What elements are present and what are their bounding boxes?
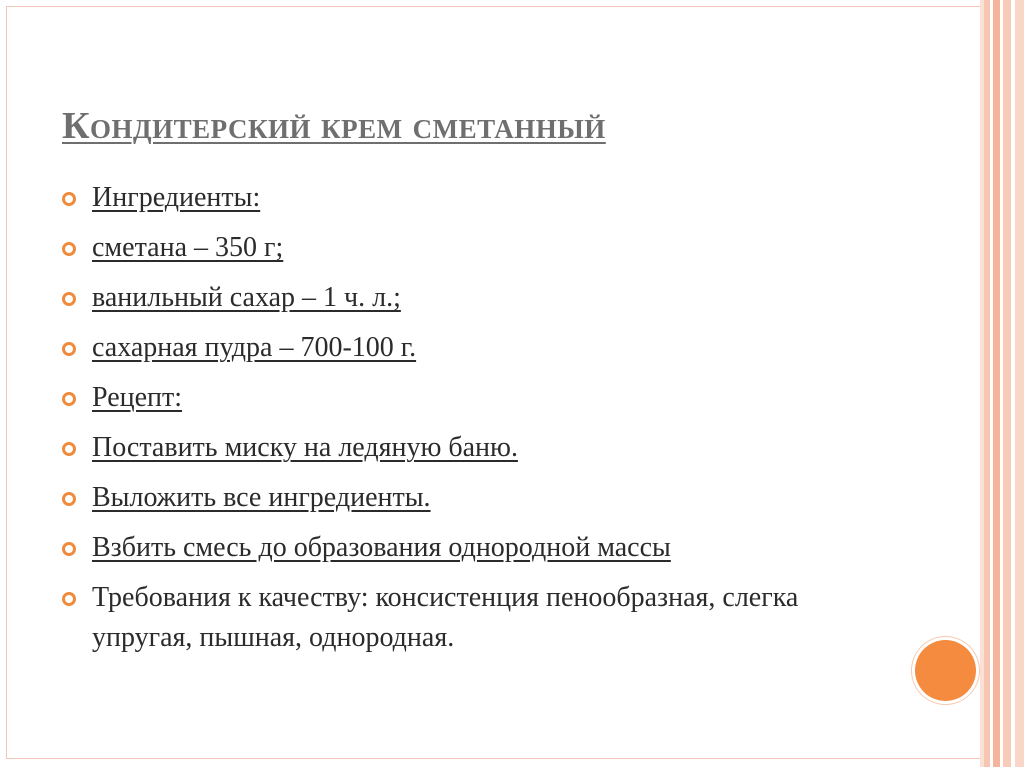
stripe: [1003, 0, 1011, 767]
decorative-stripes: [980, 0, 1024, 767]
list-item: [62, 532, 892, 564]
list-item-text: Выложить все ингредиенты.: [92, 482, 431, 513]
list-item: [62, 382, 892, 414]
ring-bullet-icon: [62, 442, 76, 456]
stripe: [1015, 0, 1024, 767]
orange-circle-decoration: [915, 640, 976, 701]
list-item-text: сахарная пудра – 700-100 г.: [92, 332, 417, 363]
ring-bullet-icon: [62, 492, 76, 506]
bullet-list: [62, 182, 892, 676]
list-item-text: Требования к качеству: консистенция пенообразная, слегка упругая, пышная, однородная.: [92, 582, 799, 653]
ring-bullet-icon: [62, 242, 76, 256]
ring-bullet-icon: [62, 192, 76, 206]
ring-bullet-icon: [62, 392, 76, 406]
slide-title: Кондитерский крем сметанный: [62, 105, 606, 147]
list-item: [62, 282, 892, 314]
list-item-text: Поставить миску на ледяную баню.: [92, 432, 518, 463]
list-item-text: сметана – 350 г;: [92, 232, 284, 263]
ring-bullet-icon: [62, 542, 76, 556]
list-item: [62, 332, 892, 364]
list-item: [62, 432, 892, 464]
list-item-text: Рецепт:: [92, 382, 183, 413]
list-item: [62, 182, 892, 214]
ring-bullet-icon: [62, 342, 76, 356]
list-item: [62, 482, 892, 514]
list-item: [62, 578, 892, 658]
list-item-text: ванильный сахар – 1 ч. л.;: [92, 282, 401, 313]
ring-bullet-icon: [62, 292, 76, 306]
stripe: [993, 0, 1000, 767]
ring-bullet-icon: [62, 592, 76, 606]
list-item-text: Взбить смесь до образования однородной массы: [92, 532, 671, 563]
list-item-text: Ингредиенты:: [92, 182, 261, 213]
list-item: [62, 232, 892, 264]
